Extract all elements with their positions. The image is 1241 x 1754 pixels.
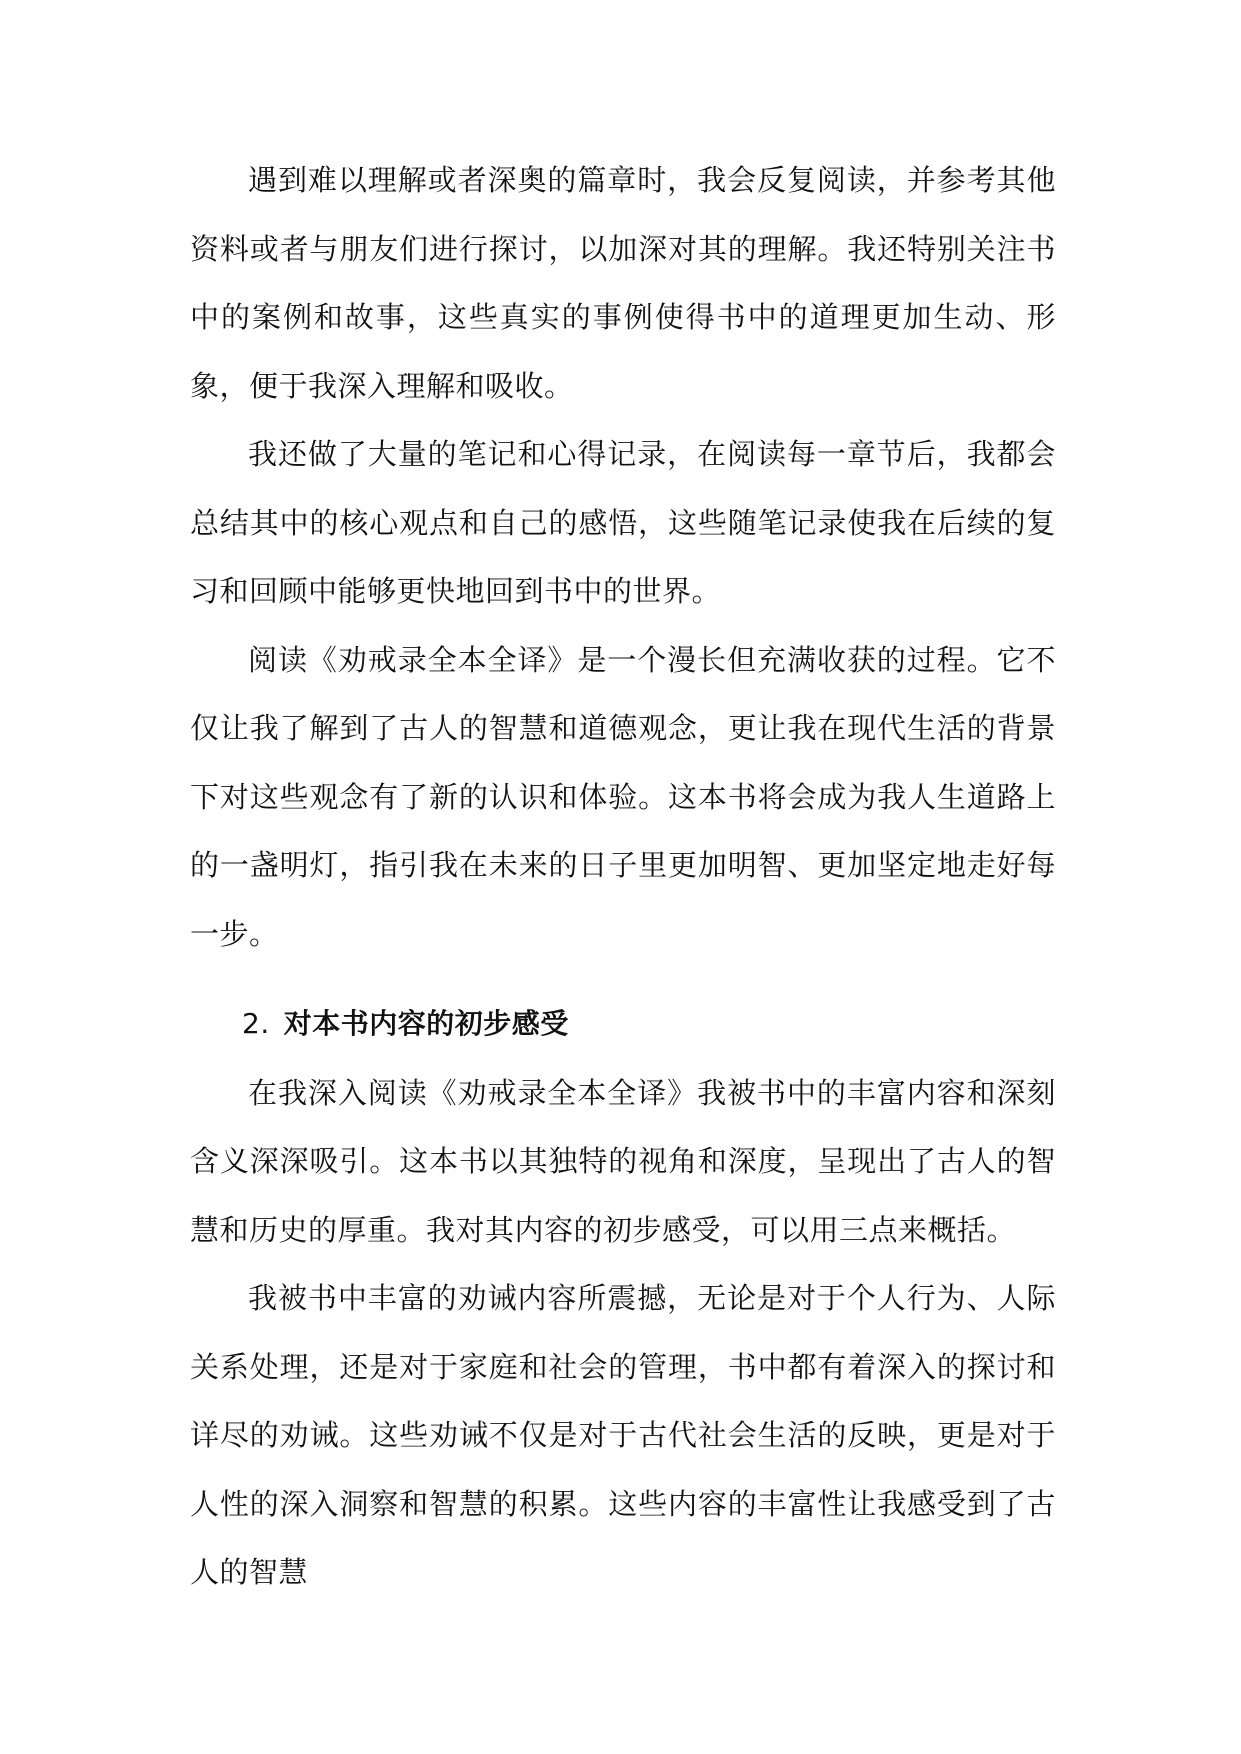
section-title: 对本书内容的初步感受 [283, 1007, 569, 1040]
paragraph-first-impression: 在我深入阅读《劝戒录全本全译》我被书中的丰富内容和深刻含义深深吸引。这本书以其独特的视角和深度，呈现出了古人的智慧和历史的厚重。我对其内容的初步感受，可以用三点来概括。 [190, 1075, 1056, 1247]
paragraph-notes: 我还做了大量的笔记和心得记录，在阅读每一章节后，我都会总结其中的核心观点和自己的感悟，这些随笔记录使我在后续的复习和回顾中能够更快地回到书中的世界。 [190, 437, 1056, 608]
paragraph-reading-process: 阅读《劝戒录全本全译》是一个漫长但充满收获的过程。它不仅让我了解到了古人的智慧和道德观念，更让我在现代生活的背景下对这些观念有了新的认识和体验。这本书将会成为我人生道路上的一盏明灯，指引我在未来的日子里更加明智、更加坚定地走好每一步。 [190, 642, 1056, 951]
paragraph-rereading: 遇到难以理解或者深奥的篇章时，我会反复阅读，并参考其他资料或者与朋友们进行探讨，以加深对其的理解。我还特别关注书中的案例和故事，这些真实的事例使得书中的道理更加生动、形象，便于我深入理解和吸收。 [190, 163, 1056, 403]
paragraph-admonitions: 我被书中丰富的劝诫内容所震撼，无论是对于个人行为、人际关系处理，还是对于家庭和社会的管理，书中都有着深入的探讨和详尽的劝诫。这些劝诫不仅是对于古代社会生活的反映，更是对于人性的深入洞察和智慧的积累。这些内容的丰富性让我感受到了古人的智慧 [190, 1281, 1056, 1589]
document-body [190, 146, 1056, 1607]
section-heading [190, 990, 1056, 1059]
section-number: 2. [242, 1007, 270, 1040]
